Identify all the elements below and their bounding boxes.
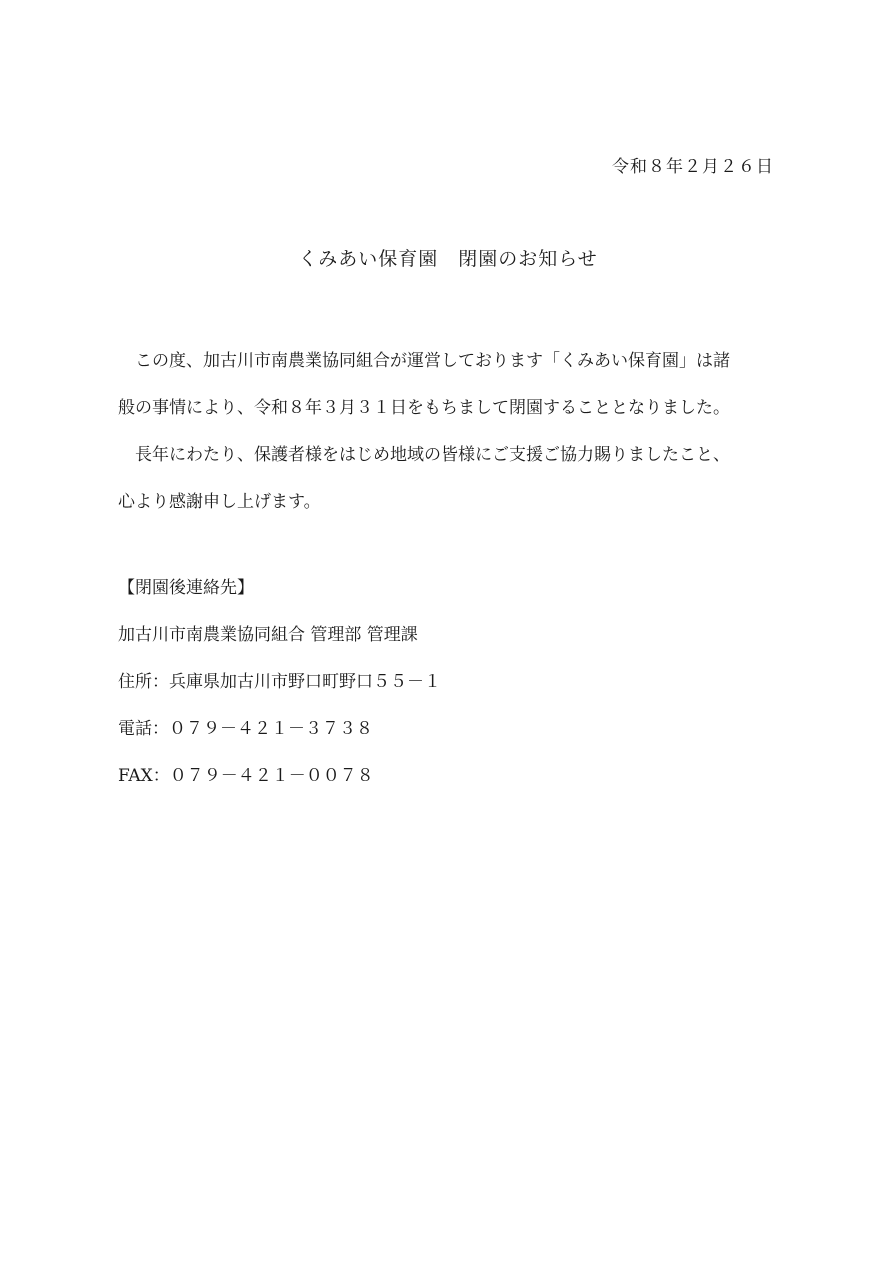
paragraph-line: 心より感謝申し上げます。 [118,492,321,512]
contact-address: 住所：兵庫県加古川市野口町野口５５－１ [118,672,441,692]
contact-heading: 【閉園後連絡先】 [118,578,254,598]
contact-section [118,565,778,800]
contact-fax: FAX：０７９－４２１－００７８ [118,766,374,786]
contact-phone: 電話：０７９－４２１－３７３８ [118,719,373,739]
paragraph-line: この度、加古川市南農業協同組合が運営しております「くみあい保育園」は諸 [135,351,730,371]
document-date: 令和８年２月２６日 [612,157,774,177]
paragraph-thanks [118,432,778,526]
document-title: くみあい保育園 閉園のお知らせ [298,248,598,270]
contact-organization: 加古川市南農業協同組合 管理部 管理課 [118,625,418,645]
paragraph-closure-notice [118,338,778,432]
document-body [118,338,778,526]
paragraph-line: 般の事情により、令和８年３月３１日をもちまして閉園することとなりました。 [118,398,730,418]
paragraph-line: 長年にわたり、保護者様をはじめ地域の皆様にご支援ご協力賜りましたこと、 [135,445,730,465]
